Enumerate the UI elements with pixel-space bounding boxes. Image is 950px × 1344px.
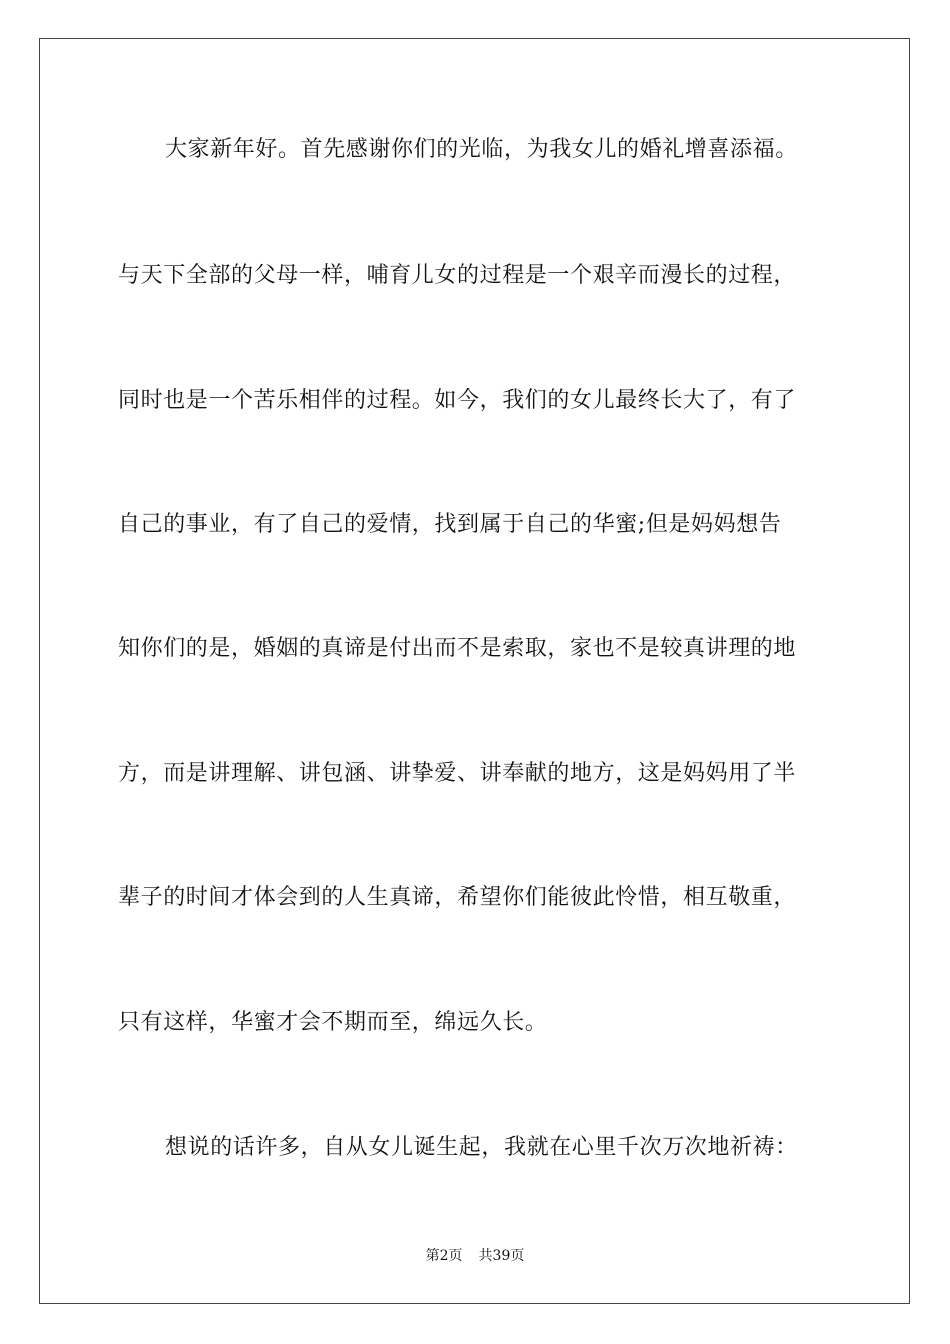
page-frame bbox=[39, 38, 910, 1304]
paragraph-line: 只有这样，华蜜才会不期而至，绵远久长。 bbox=[118, 1010, 548, 1035]
paragraph-line: 与天下全部的父母一样，哺育儿女的过程是一个艰辛而漫长的过程， bbox=[118, 263, 797, 288]
page-number: 第2页 bbox=[425, 1248, 463, 1264]
paragraph-line: 想说的话许多，自从女儿诞生起，我就在心里千次万次地祈祷： bbox=[165, 1135, 798, 1160]
paragraph-line: 自己的事业，有了自己的爱情，找到属于自己的华蜜;但是妈妈想告 bbox=[118, 512, 782, 537]
paragraph-line: 辈子的时间才体会到的人生真谛，希望你们能彼此怜惜，相互敬重， bbox=[118, 885, 797, 910]
page-footer bbox=[0, 1246, 950, 1266]
paragraph-line: 知你们的是，婚姻的真谛是付出而不是索取，家也不是较真讲理的地 bbox=[118, 636, 797, 661]
paragraph-line: 同时也是一个苦乐相伴的过程。如今，我们的女儿最终长大了，有了 bbox=[118, 388, 797, 413]
paragraph-line: 方，而是讲理解、讲包涵、讲挚爱、讲奉献的地方，这是妈妈用了半 bbox=[118, 761, 797, 786]
paragraph-line: 大家新年好。首先感谢你们的光临，为我女儿的婚礼增喜添福。 bbox=[165, 137, 798, 162]
page-total: 共39页 bbox=[478, 1248, 525, 1264]
